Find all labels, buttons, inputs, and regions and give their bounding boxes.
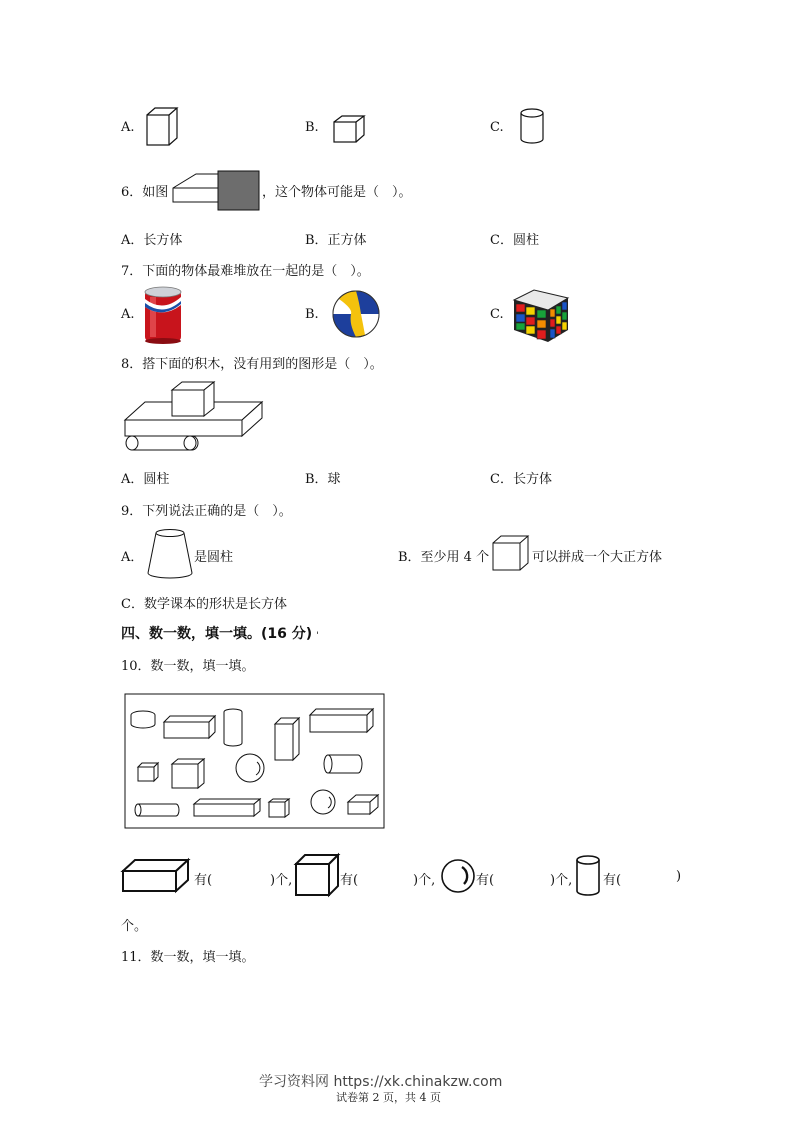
section-4-mark: ' (316, 631, 319, 641)
volleyball-icon (331, 289, 381, 339)
q6-option-a: A．长方体 (121, 233, 183, 248)
q8-option-b: B．球 (305, 472, 341, 487)
q10-fill-cuboid-before: 有( (194, 873, 213, 888)
frustum-icon (146, 528, 194, 580)
q5-option-a: A. (121, 120, 135, 135)
blocks-car-figure (120, 380, 270, 458)
q11-stem: 11．数一数，填一填。 (121, 950, 255, 965)
q10-stem: 10．数一数，填一填。 (121, 659, 255, 674)
cylinder-icon (575, 855, 601, 897)
sphere-icon (440, 858, 476, 894)
q10-tail: 个。 (121, 919, 148, 934)
q8-stem: 8．搭下面的积木，没有用到的图形是（ ）。 (121, 357, 383, 372)
q10-fill-sphere-after: )个, (550, 873, 573, 888)
q10-fill-cube-after: )个, (413, 873, 436, 888)
q6-stem-prefix: 6．如图 (121, 185, 169, 200)
tall-cuboid-icon (146, 107, 178, 147)
q7-option-a: A. (121, 307, 135, 322)
q7-option-b: B. (305, 307, 319, 322)
q9-stem: 9．下列说法正确的是（ ）。 (121, 504, 292, 519)
cube-icon (294, 853, 340, 897)
cylinder-icon (519, 108, 545, 144)
section-4-title: 四、数一数，填一填。(16 分) ' (121, 626, 319, 642)
q5-option-b: B. (305, 120, 319, 135)
cuboid-side-view-icon (172, 170, 262, 212)
q10-fill-sphere-before: 有( (476, 873, 495, 888)
watermark: 学习资料网 https://xk.chinakzw.com (259, 1074, 503, 1090)
q6-stem-suffix: ，这个物体可能是（ ）。 (262, 185, 412, 200)
q10-fill-cylinder-before: 有( (603, 873, 622, 888)
soda-can-icon (142, 285, 184, 345)
q7-stem: 7．下面的物体最难堆放在一起的是（ ）。 (121, 264, 370, 279)
q7-option-c: C. (490, 307, 504, 322)
shapes-counting-figure (124, 692, 386, 830)
q6-option-b: B．正方体 (305, 233, 367, 248)
q10-fill-cuboid-after: )个, (270, 873, 293, 888)
rubiks-cube-icon (512, 288, 570, 344)
q8-option-c: C．长方体 (490, 472, 552, 487)
cuboid-icon (121, 857, 191, 893)
q10-fill-cube-before: 有( (340, 873, 359, 888)
q5-option-c: C. (490, 120, 504, 135)
q9-option-c: C．数学课本的形状是长方体 (121, 597, 287, 612)
q9-option-b-label: B．至少用 4 个 (398, 550, 490, 565)
cube-icon (333, 115, 365, 143)
q9-option-a-text: 是圆柱 (194, 550, 234, 565)
q10-fill-cylinder-after: ) (676, 869, 682, 884)
cube-icon (492, 535, 530, 571)
q8-option-a: A．圆柱 (121, 472, 170, 487)
q9-option-b-text: 可以拼成一个大正方体 (532, 550, 663, 565)
page-number: 试卷第 2 页，共 4 页 (336, 1091, 441, 1104)
q6-option-c: C．圆柱 (490, 233, 539, 248)
q9-option-a-label: A． (121, 550, 144, 565)
